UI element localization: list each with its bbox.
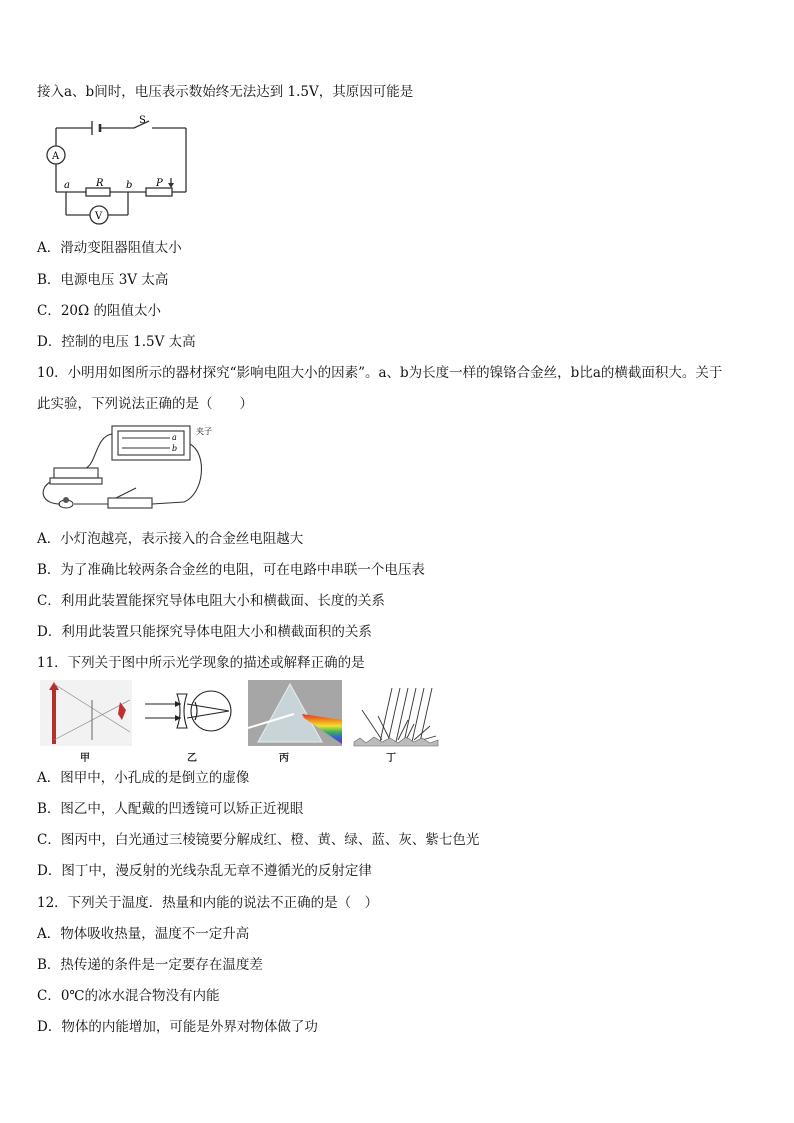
q12-option-b: B．热传递的条件是一定要存在温度差 [37,957,263,973]
caption-bing: 丙 [279,753,289,764]
rheostat-label: P [156,178,163,189]
resistor-label: R [96,178,104,189]
q9-circuit-diagram [44,114,194,230]
caption-yi: 乙 [187,753,197,764]
q10-apparatus-figure [36,424,212,516]
q11-figure-yi [143,680,239,764]
q12-option-d: D．物体的内能增加，可能是外界对物体做了功 [37,1019,318,1035]
q10-stem-line1: 10．小明用如图所示的器材探究“影响电阻大小的因素”。a、b为长度一样的镍铬合金丝，b比a的横截面积大。关于 [37,365,723,381]
q11-option-c: C．图丙中，白光通过三棱镜要分解成红、橙、黄、绿、蓝、灰、紫七色光 [37,832,480,848]
q11-option-d: D．图丁中，漫反射的光线杂乱无章不遵循光的反射定律 [37,863,372,879]
caption-ding: 丁 [386,753,396,764]
q11-figure-jia [40,680,132,764]
q11-figure-ding [350,680,440,764]
q11-option-b: B．图乙中，人配戴的凹透镜可以矫正近视眼 [37,801,304,817]
q9-option-d: D．控制的电压 1.5V 太高 [37,334,196,350]
clip-label: 夹子 [196,427,212,436]
ammeter-label: A [52,151,60,162]
q10-option-b: B．为了准确比较两条合金丝的电阻，可在电路中串联一个电压表 [37,562,425,578]
q11-option-a: A．图甲中，小孔成的是倒立的虚像 [37,770,250,786]
q9-option-a: A．滑动变阻器阻值太小 [37,240,182,256]
point-a-label: a [64,180,70,191]
q9-stem-tail: 接入a、b间时，电压表示数始终无法达到 1.5V，其原因可能是 [37,84,414,100]
switch-label: S [139,115,146,126]
point-b-label: b [126,180,133,191]
q12-stem: 12．下列关于温度．热量和内能的说法不正确的是（ ） [37,895,379,911]
q10-option-d: D．利用此装置只能探究导体电阻大小和横截面积的关系 [37,624,372,640]
q11-stem: 11．下列关于图中所示光学现象的描述或解释正确的是 [37,655,365,671]
q12-option-c: C．0℃的冰水混合物没有内能 [37,988,220,1004]
q12-option-a: A．物体吸收热量，温度不一定升高 [37,926,250,942]
caption-jia: 甲 [80,753,90,764]
wire-b-label: b [172,444,178,453]
q10-option-c: C．利用此装置能探究导体电阻大小和横截面、长度的关系 [37,593,385,609]
wire-a-label: a [172,433,177,442]
q11-figure-bing [248,680,342,764]
q9-option-c: C．20Ω 的阻值太小 [37,303,161,319]
q10-stem-line2: 此实验，下列说法正确的是（ ） [37,396,253,412]
q10-option-a: A．小灯泡越亮，表示接入的合金丝电阻越大 [37,531,304,547]
q9-option-b: B．电源电压 3V 太高 [37,272,169,288]
voltmeter-label: V [95,211,103,222]
